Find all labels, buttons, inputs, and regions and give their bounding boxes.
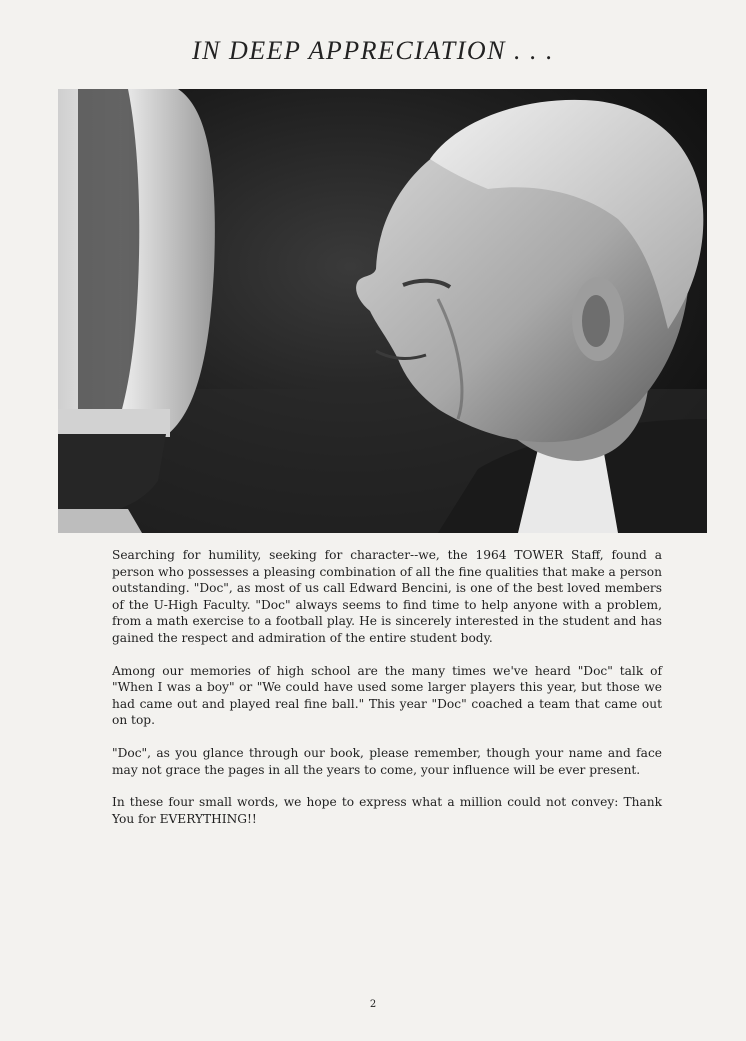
paragraph-2: Among our memories of high school are the many times we've heard "Doc" talk of "When I was a boy" or "We could have used some larger players this year, but those we had came out and played real fine ball." This year "Doc" coached a team that came out on top. — [112, 663, 662, 728]
paragraph-4: In these four small words, we hope to express what a million could not convey: Thank You for EVERYTHING!! — [112, 795, 662, 826]
photo-coach-portrait — [58, 89, 707, 533]
paragraph-1: Searching for humility, seeking for character--we, the 1964 TOWER Staff, found a person who possesses a pleasing combination of all the fine qualities that make a person outstanding. "Doc", as most of us call Edward Bencini, is one of the best loved members of the U-High Faculty. "Doc" always seems to find time to help anyone with a problem, from a math exercise to a football play. He is sincerely interested in the student and has gained the respect and admiration of the entire student body. — [112, 548, 662, 645]
page-title: IN DEEP APPRECIATION . . . — [191, 36, 555, 65]
paragraph-3: "Doc", as you glance through our book, please remember, though your name and face may not grace the pages in all the years to come, your influence will be ever present. — [112, 745, 662, 777]
tribute-text — [112, 547, 662, 843]
page-number: 2 — [369, 999, 377, 1010]
